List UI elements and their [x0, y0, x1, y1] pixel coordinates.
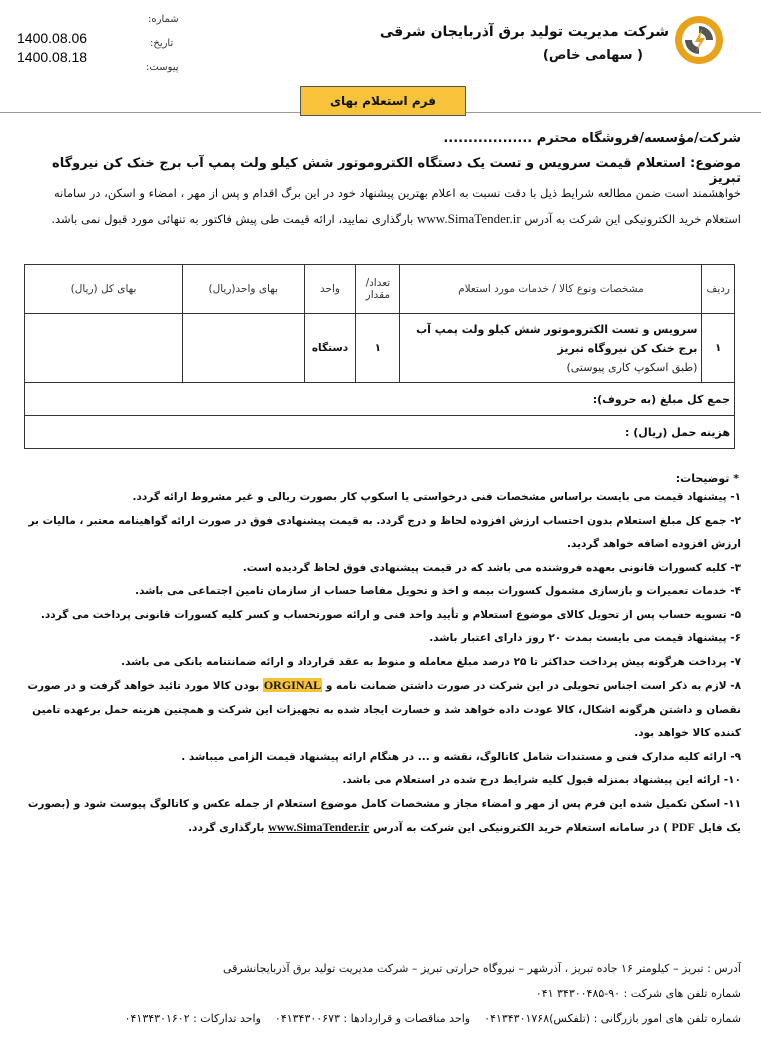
sum-row [25, 383, 735, 416]
number-label: شماره: [148, 14, 179, 25]
company-type: ( سهامی خاص) [542, 48, 643, 63]
footer-address: آدرس : تبریز – کیلومتر ۱۶ جاده تبریز ، آذرشهر – نیروگاه حرارتی تبریز – شرکت مدیریت تولید برق آذربایجانشرقی [222, 962, 741, 975]
subject-line: موضوع: استعلام قیمت سرویس و تست یک دستگاه الکتروموتور شش کیلو ولت پمپ آب برج خنک کن نیروگاه تبریز [52, 156, 741, 186]
company-name: شرکت مدیریت تولید برق آذربایجان شرقی [379, 24, 669, 40]
note-11-text-b: ) در سامانه استعلام خرید الکترونیکی این شرکت به آدرس [372, 822, 668, 834]
original-highlight: ORGINAL [263, 678, 322, 692]
item-description [400, 314, 702, 383]
note-1: ۱- پیشنهاد قیمت می بایست براساس مشخصات فنی درخواستی یا اسکوپ کار بصورت ریالی و غیر مشروط ارائه گردد. [132, 491, 741, 503]
total-price-cell[interactable] [25, 314, 183, 383]
procurement-label: واحد تدارکات : [193, 1012, 261, 1025]
col-unit: واحد [304, 265, 356, 314]
tenders-phone: ۰۴۱۳۴۳۰۰۶۷۳ [274, 1012, 340, 1025]
shipping-row [25, 416, 735, 449]
commerce-label: شماره تلفن های امور بازرگانی : [593, 1012, 741, 1025]
item-description-main: سرویس و تست الکتروموتور شش کیلو ولت پمپ آب برج خنک کن نیروگاه تبریز [416, 322, 698, 355]
col-row: ردیف [702, 265, 735, 314]
intro-text-1: خواهشمند است ضمن مطالعه شرایط ذیل با دقت نسبت به اعلام بهترین پیشنهاد خود در این برگ اقدام و پس از مهر ، امضاء و اسکن، در سامانه استعلام خرید الکترونیکی این شرکت به آدرس [53, 186, 741, 226]
note-5: ۵- تسویه حساب پس از تحویل کالای موضوع استعلام و تأیید واحد فنی و ارائه صورتحساب و کسر کلیه کسورات قانونی پرداخت می گردد. [40, 608, 741, 621]
pdf-label: PDF [671, 820, 695, 834]
intro-text-2: بارگذاری نمایید، ارائه قیمت طی پیش فاکتور به تنهائی مورد قبول نمی باشد. [51, 212, 414, 226]
note-10: ۱۰- ارائه این پیشنهاد بمنزله قبول کلیه شرایط درج شده در استعلام می باشد. [342, 774, 741, 786]
simatender-link[interactable]: www.SimaTender.ir [417, 211, 521, 226]
table-row [25, 314, 735, 383]
notes-list [19, 486, 741, 841]
footer-departments [11, 1006, 741, 1031]
intro-paragraph [22, 181, 741, 232]
footer [11, 956, 741, 1031]
item-description-sub: (طبق اسکوپ کاری پیوستی) [566, 360, 698, 374]
sum-in-words-label[interactable]: جمع کل مبلغ (به حروف): [25, 383, 735, 416]
company-logo-icon [673, 14, 725, 66]
notes-title: * توضیحات: [675, 472, 739, 485]
phones-value: ۰۴۱ ۳۴۳۰۰۴۸۵-۹۰ [535, 987, 621, 1000]
shipping-cost-label[interactable]: هزینه حمل (ریال) : [25, 416, 735, 449]
unit-price-cell[interactable] [183, 314, 304, 383]
item-quantity: ۱ [356, 314, 400, 383]
inquiry-table [24, 264, 735, 449]
note-11-text-a: ۱۱- اسکن تکمیل شده این فرم پس از مهر و امضاء مجاز و مشخصات کامل موضوع استعلام از جمله عکس و کاتالوگ پیوست شود و (بصورت یک فایل [27, 797, 741, 834]
col-total-price: بهای کل (ریال) [25, 265, 183, 314]
note-7: ۷- پرداخت هرگونه پیش پرداخت حداکثر تا ۲۵ درصد مبلغ معامله و منوط به عقد قرارداد و ارائه ضمانتنامه بانکی می باشد. [121, 655, 741, 668]
note-11-text-c: بارگذاری گردد. [188, 822, 265, 834]
note-4: ۴- خدمات تعمیرات و بازسازی مشمول کسورات بیمه و اخذ و تحویل مفاصا حساب از سازمان تامین اجتماعی می باشد. [135, 585, 741, 597]
col-quantity: تعداد/ مقدار [356, 265, 400, 314]
letter-number: 1400.08.06 [17, 30, 88, 46]
simatender-link-2[interactable]: www.SimaTender.ir [268, 820, 370, 834]
phones-label: شماره تلفن های شرکت : [623, 987, 741, 1000]
note-8-text-a: ۸- لازم به ذکر است اجناس تحویلی در این شرکت در صورت داشتن ضمانت نامه و [325, 680, 741, 692]
item-unit: دستگاه [304, 314, 356, 383]
note-8 [19, 674, 741, 746]
date-label: تاریخ: [150, 38, 174, 49]
note-9: ۹- ارائه کلیه مدارک فنی و مستندات شامل کاتالوگ، نقشه و ... در هنگام ارائه پیشنهاد قیمت الزامی میباشد . [181, 750, 741, 763]
note-2: ۲- جمع کل مبلغ استعلام بدون احتساب ارزش افزوده لحاظ و درج گردد. به قیمت پیشنهادی فوق در صورت ارائه گواهینامه معتبر ، مالیات بر ارزش افزوده اضافه خواهد گردید. [28, 514, 741, 550]
col-unit-price: بهای واحد(ریال) [183, 265, 304, 314]
letter-date: 1400.08.18 [17, 49, 88, 65]
addressee: شرکت/مؤسسه/فروشگاه محترم .................. [443, 131, 741, 146]
note-3: ۳- کلیه کسورات قانونی بعهده فروشنده می باشد که در قیمت پیشنهادی فوق لحاظ گردیده است. [242, 561, 741, 574]
attachment-label: پیوست: [146, 62, 179, 73]
tenders-label: واحد مناقصات و قراردادها : [343, 1012, 471, 1025]
commerce-phone: ۰۴۱۳۴۳۰۱۷۶۸(تلفکس) [484, 1012, 591, 1025]
table-header-row [25, 265, 735, 314]
procurement-phone: ۰۴۱۳۴۳۰۱۶۰۲ [124, 1012, 190, 1025]
col-description: مشخصات ونوع کالا / خدمات مورد استعلام [400, 265, 702, 314]
row-number: ۱ [702, 314, 735, 383]
form-title: فرم استعلام بهای [300, 86, 466, 116]
note-8-text-b: بودن کالا مورد تائید خواهد گرفت و در صورت نقصان و داشتن هرگونه اشکال، کالا عودت داده خواهد شد و خسارت ایجاد شده به تجهیزات این شرکت و همچنین هزینه حمل برعهده تامین کننده کالا خواهد بود. [27, 680, 741, 739]
note-11 [19, 793, 741, 841]
note-6: ۶- پیشنهاد قیمت می بایست بمدت ۲۰ روز دارای اعتبار باشد. [429, 632, 741, 644]
footer-phones [11, 981, 741, 1006]
